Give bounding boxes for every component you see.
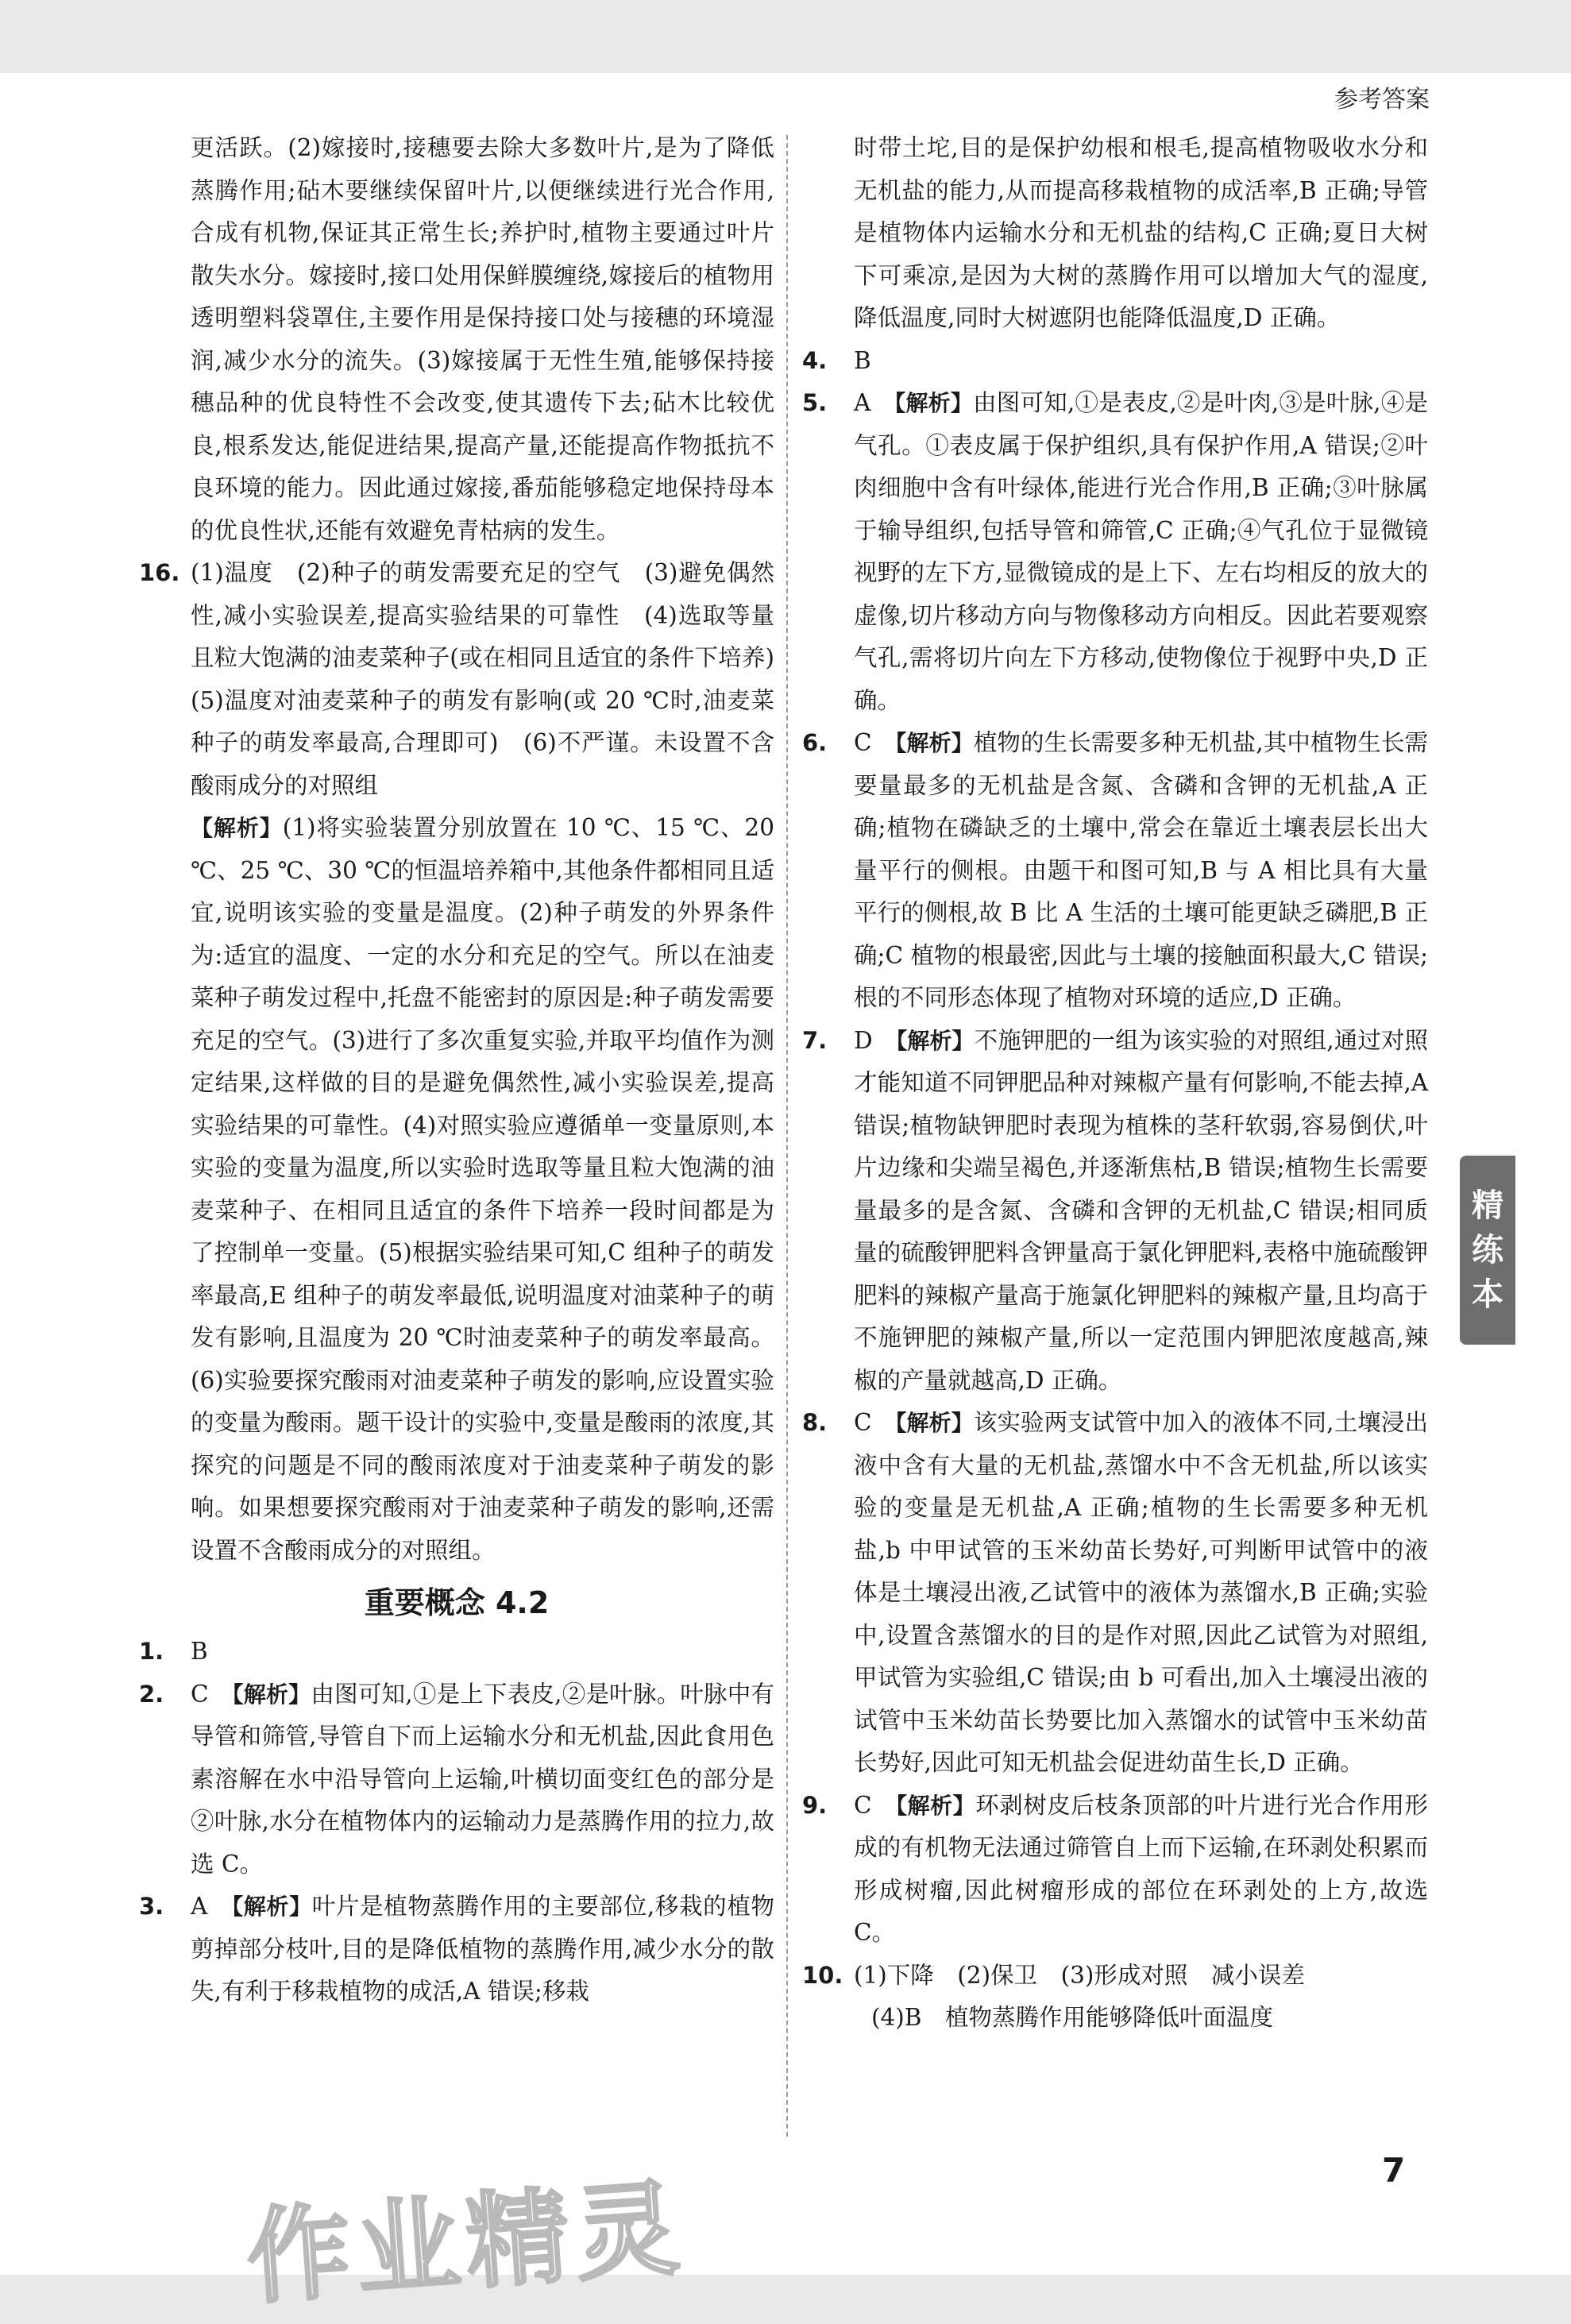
question-3 xyxy=(139,1886,774,2013)
q3-jiexi-text: 叶片是植物蒸腾作用的主要部位,移栽的植物剪掉部分枝叶,目的是降低植物的蒸腾作用,减少水分的散失,有利于移栽植物的成活,A 错误;移栽 xyxy=(191,1893,774,2005)
q9-number: 9. xyxy=(802,1791,828,1819)
q1-number: 1. xyxy=(139,1638,164,1665)
q2-answer: C xyxy=(191,1680,209,1708)
q5-jiexi-label: 【解析】 xyxy=(894,390,974,416)
page-number: 7 xyxy=(1382,2151,1406,2190)
q8-answer: C xyxy=(854,1409,872,1436)
question-8 xyxy=(802,1402,1428,1785)
question-4 xyxy=(802,340,1428,383)
question-5 xyxy=(802,382,1428,722)
q10-number: 10. xyxy=(802,1961,843,1989)
q7-jiexi-text: 不施钾肥的一组为该实验的对照组,通过对照才能知道不同钾肥品种对辣椒产量有何影响,不能去掉,A 错误;植物缺钾肥时表现为植株的茎秆软弱,容易倒伏,叶片边缘和尖端呈褐色,并逐渐焦枯,B 错误;植物生长需要量最多的是含氮、含磷和含钾的无机盐,C 错误;相同质量的硫酸钾肥料含钾量高于氯化钾肥料,表格中施硫酸钾肥料的辣椒产量高于施氯化钾肥料的辣椒产量,且均高于不施钾肥的辣椒产量,所以一定范围内钾肥浓度越高,辣椒的产量就越高,D 正确。 xyxy=(854,1026,1428,1394)
question-10 xyxy=(802,1955,1428,2040)
question-7 xyxy=(802,1020,1428,1403)
q3-answer: A xyxy=(191,1893,208,1920)
q3-continuation: 时带土坨,目的是保护幼根和根毛,提高植物吸收水分和无机盐的能力,从而提高移栽植物的成活率,B 正确;导管是植物体内运输水分和无机盐的结构,C 正确;夏日大树下可乘凉,是因为大树的蒸腾作用可以增加大气的湿度,降低温度,同时大树遮阴也能降低温度,D 正确。 xyxy=(854,134,1428,331)
right-column xyxy=(802,127,1428,2040)
q5-jiexi-text: 由图可知,①是表皮,②是叶肉,③是叶脉,④是气孔。①表皮属于保护组织,具有保护作用,A 错误;②叶肉细胞中含有叶绿体,能进行光合作用,B 正确;③叶脉属于输导组织,包括导管和筛管,C 正确;④气孔位于显微镜视野的左下方,显微镜成的是上下、左右均相反的放大的虚像,切片移动方向与物像移动方向相反。因此若要观察气孔,需将切片向左下方移动,使物像位于视野中央,D 正确。 xyxy=(854,389,1428,714)
side-tab-char-3: 本 xyxy=(1472,1276,1503,1313)
q4-answer: B xyxy=(854,346,871,374)
q8-jiexi-text: 该实验两支试管中加入的液体不同,土壤浸出液中含有大量的无机盐,蒸馏水中不含无机盐,所以该实验的变量是无机盐,A 正确;植物的生长需要多种无机盐,b 中甲试管的玉米幼苗长势好,可判断甲试管中的液体是土壤浸出液,乙试管中的液体为蒸馏水,B 正确;实验中,设置含蒸馏水的目的是作对照,因此乙试管为对照组,甲试管为实验组,C 错误;由 b 可看出,加入土壤浸出液的试管中玉米幼苗长势要比加入蒸馏水的试管中玉米幼苗长势好,因此可知无机盐会促进幼苗生长,D 正确。 xyxy=(854,1409,1428,1776)
q7-number: 7. xyxy=(802,1026,828,1054)
header-label: 参考答案 xyxy=(1334,86,1430,114)
column-divider xyxy=(786,135,788,2137)
question-1 xyxy=(139,1631,774,1674)
watermark: 作业精灵 xyxy=(243,2167,689,2319)
question-16 xyxy=(139,552,798,807)
q9-jiexi-text: 环剥树皮后枝条顶部的叶片进行光合作用形成的有机物无法通过筛管自上而下运输,在环剥处积累而形成树瘤,因此树瘤形成的部位在环剥处的上方,故选 C。 xyxy=(854,1791,1428,1946)
side-tab-char-1: 精 xyxy=(1472,1187,1503,1224)
q9-jiexi-label: 【解析】 xyxy=(896,1792,976,1819)
question-2 xyxy=(139,1674,774,1886)
q15-continuation: 更活跃。(2)嫁接时,接穗要去除大多数叶片,是为了降低蒸腾作用;砧木要继续保留叶片,以便继续进行光合作用,合成有机物,保证其正常生长;养护时,植物主要通过叶片散失水分。嫁接时,接口处用保鲜膜缠绕,嫁接后的植物用透明塑料袋罩住,主要作用是保持接口处与接穗的环境湿润,减少水分的流失。(3)嫁接属于无性生殖,能够保持接穗品种的优良特性不会改变,使其遗传下去;砧木比较优良,根系发达,能促进结果,提高产量,还能提高作物抵抗不良环境的能力。因此通过嫁接,番茄能够稳定地保持母本的优良性状,还能有效避免青枯病的发生。 xyxy=(191,134,774,544)
q16-answer: (1)温度 (2)种子的萌发需要充足的空气 (3)避免偶然性,减小实验误差,提高实验结果的可靠性 (4)选取等量且粒大饱满的油麦菜种子(或在相同且适宜的条件下培养) (5)温度对油麦菜种子的萌发有影响(或 20 ℃时,油麦菜种子的萌发率最高,合理即可) (6)不严谨。未设置不含酸雨成分的对照组 xyxy=(191,559,798,799)
side-tab-char-2: 练 xyxy=(1472,1232,1503,1268)
q4-number: 4. xyxy=(802,346,828,374)
section-title: 重要概念 4.2 xyxy=(364,1585,550,1620)
q1-answer: B xyxy=(191,1638,208,1665)
q3-jiexi-label: 【解析】 xyxy=(232,1894,312,1920)
q5-answer: A xyxy=(854,389,871,416)
q8-number: 8. xyxy=(802,1409,828,1436)
q6-jiexi-text: 植物的生长需要多种无机盐,其中植物生长需要量最多的无机盐是含氮、含磷和含钾的无机盐,A 正确;植物在磷缺乏的土壤中,常会在靠近土壤表层长出大量平行的侧根。由题干和图可知,B 与 A 相比具有大量平行的侧根,故 B 比 A 生活的土壤可能更缺乏磷肥,B 正确;C 植物的根最密,因此与土壤的接触面积最大,C 错误;根的不同形态体现了植物对环境的适应,D 正确。 xyxy=(854,729,1428,1011)
q7-jiexi-label: 【解析】 xyxy=(896,1027,975,1054)
question-9 xyxy=(802,1785,1428,1955)
q6-answer: C xyxy=(854,729,872,756)
q16-number: 16. xyxy=(139,559,180,586)
q7-answer: D xyxy=(854,1026,873,1054)
q10-line1: (1)下降 (2)保卫 (3)形成对照 减小误差 xyxy=(854,1961,1305,1989)
q9-answer: C xyxy=(854,1791,872,1819)
q2-jiexi-text: 由图可知,①是上下表皮,②是叶脉。叶脉中有导管和筛管,导管自下而上运输水分和无机盐,因此食用色素溶解在水中沿导管向上运输,叶横切面变红色的部分是②叶脉,水分在植物体内的运输动力是蒸腾作用的拉力,故选 C。 xyxy=(191,1680,774,1878)
left-column xyxy=(139,127,798,2013)
q8-jiexi-label: 【解析】 xyxy=(895,1410,974,1436)
q16-jiexi-text: (1)将实验装置分别放置在 10 ℃、15 ℃、20 ℃、25 ℃、30 ℃的恒温培养箱中,其他条件都相同且适宜,说明该实验的变量是温度。(2)种子萌发的外界条件为:适宜的温度、一定的水分和充足的空气。所以在油麦菜种子萌发过程中,托盘不能密封的原因是:种子萌发需要充足的空气。(3)进行了多次重复实验,并取平均值作为测定结果,这样做的目的是避免偶然性,减小实验误差,提高实验结果的可靠性。(4)对照实验应遵循单一变量原则,本实验的变量为温度,所以实验时选取等量且粒大饱满的油麦菜种子、在相同且适宜的条件下培养一段时间都是为了控制单一变量。(5)根据实验结果可知,C 组种子的萌发率最高,E 组种子的萌发率最低,说明温度对油菜种子的萌发有影响,且温度为 20 ℃时油麦菜种子的萌发率最高。(6)实验要探究酸雨对油麦菜种子萌发的影响,应设置实验的变量为酸雨。题干设计的实验中,变量是酸雨的浓度,其探究的问题是不同的酸雨浓度对于油麦菜种子萌发的影响。如果想要探究酸雨对于油麦菜种子萌发的影响,还需设置不含酸雨成分的对照组。 xyxy=(191,814,774,1564)
q6-number: 6. xyxy=(802,729,828,756)
q2-number: 2. xyxy=(139,1680,164,1708)
question-6 xyxy=(802,722,1428,1020)
q10-line2: (4)B 植物蒸腾作用能够降低叶面温度 xyxy=(871,2004,1273,2031)
q5-number: 5. xyxy=(802,389,828,416)
q6-jiexi-label: 【解析】 xyxy=(895,730,974,756)
q16-explanation xyxy=(139,807,774,1572)
q16-jiexi-label: 【解析】 xyxy=(191,815,283,841)
q2-jiexi-label: 【解析】 xyxy=(232,1681,311,1708)
q3-number: 3. xyxy=(139,1893,164,1920)
side-tab xyxy=(1460,1156,1515,1345)
